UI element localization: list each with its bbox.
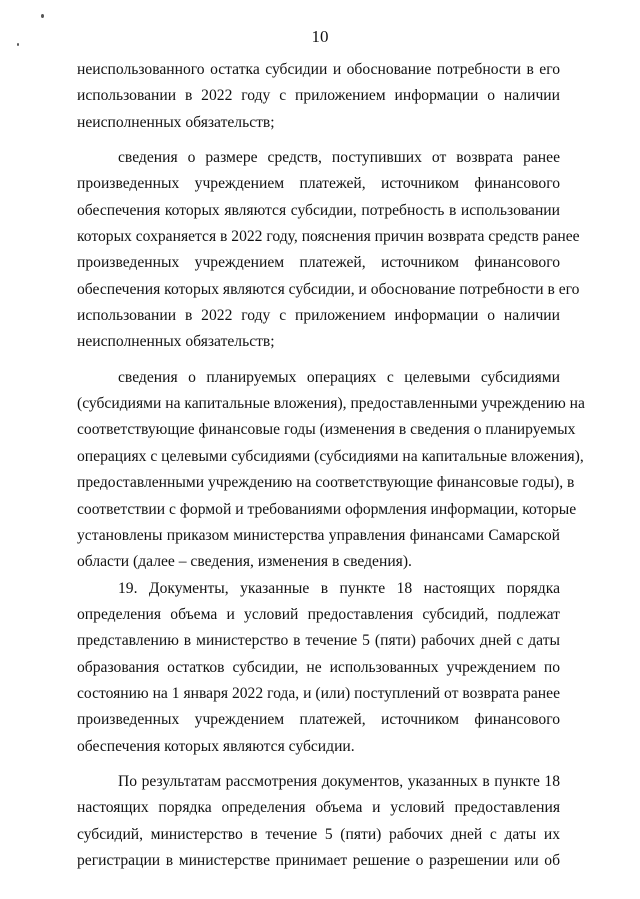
text-line: состоянию на 1 января 2022 года, и (или) поступлений от возврата ранее (77, 684, 560, 702)
text-line: настоящих порядка определения объема и условий предоставления (77, 799, 560, 817)
text-line: операциях с целевыми субсидиями (субсидиями на капитальные вложения), (77, 447, 584, 465)
text-line: предоставленными учреждению на соответствующие финансовые годы), в (77, 474, 575, 492)
text-line: образования остатков субсидии, не использованных учреждением по (77, 658, 560, 676)
text-line: произведенных учреждением платежей, источником финансового (77, 175, 560, 193)
text-line: обеспечения которых являются субсидии, и обоснование потребности в его (77, 280, 580, 298)
text-line: которых сохраняется в 2022 году, пояснения причин возврата средств ранее (77, 228, 580, 246)
text-line: использовании в 2022 году с приложением информации о наличии (77, 87, 560, 105)
text-line: регистрации в министерстве принимает решение о разрешении или об (77, 851, 560, 869)
page-number: 10 (311, 27, 329, 46)
scan-speck (41, 14, 44, 18)
text-line: (субсидиями на капитальные вложения), предоставленными учреждению на (77, 395, 585, 413)
text-line: обеспечения которых являются субсидии, потребность в использовании (77, 201, 560, 219)
text-line: 19. Документы, указанные в пункте 18 настоящих порядка (118, 579, 560, 597)
text-line: определения объема и условий предоставления субсидий, подлежат (77, 605, 560, 623)
text-line: неиспользованного остатка субсидии и обоснование потребности в его (77, 61, 560, 78)
text-line: соответствии с формой и требованиями оформления информации, которые (77, 500, 577, 518)
text-line: сведения о размере средств, поступивших от возврата ранее (118, 149, 560, 167)
text-line: неисполненных обязательств; (77, 333, 275, 351)
text-line: неисполненных обязательств; (77, 113, 275, 131)
text-line: соответствующие финансовые годы (изменения в сведения о планируемых (77, 421, 576, 439)
text-line: По результатам рассмотрения документов, указанных в пункте 18 (118, 772, 560, 790)
text-line: области (далее – сведения, изменения в сведения). (77, 553, 412, 571)
body-text (77, 57, 585, 874)
text-line: представлению в министерство в течение 5 (пяти) рабочих дней с даты (77, 632, 560, 650)
text-line: произведенных учреждением платежей, источником финансового (77, 711, 560, 729)
text-line: установлены приказом министерства управления финансами Самарской (77, 526, 560, 544)
text-line: произведенных учреждением платежей, источником финансового (77, 254, 560, 272)
text-line: использовании в 2022 году с приложением информации о наличии (77, 307, 560, 325)
text-line: сведения о планируемых операциях с целевыми субсидиями (118, 368, 560, 386)
text-line: обеспечения которых являются субсидии. (77, 737, 355, 755)
text-line: субсидий, министерство в течение 5 (пяти) рабочих дней с даты их (77, 825, 560, 843)
